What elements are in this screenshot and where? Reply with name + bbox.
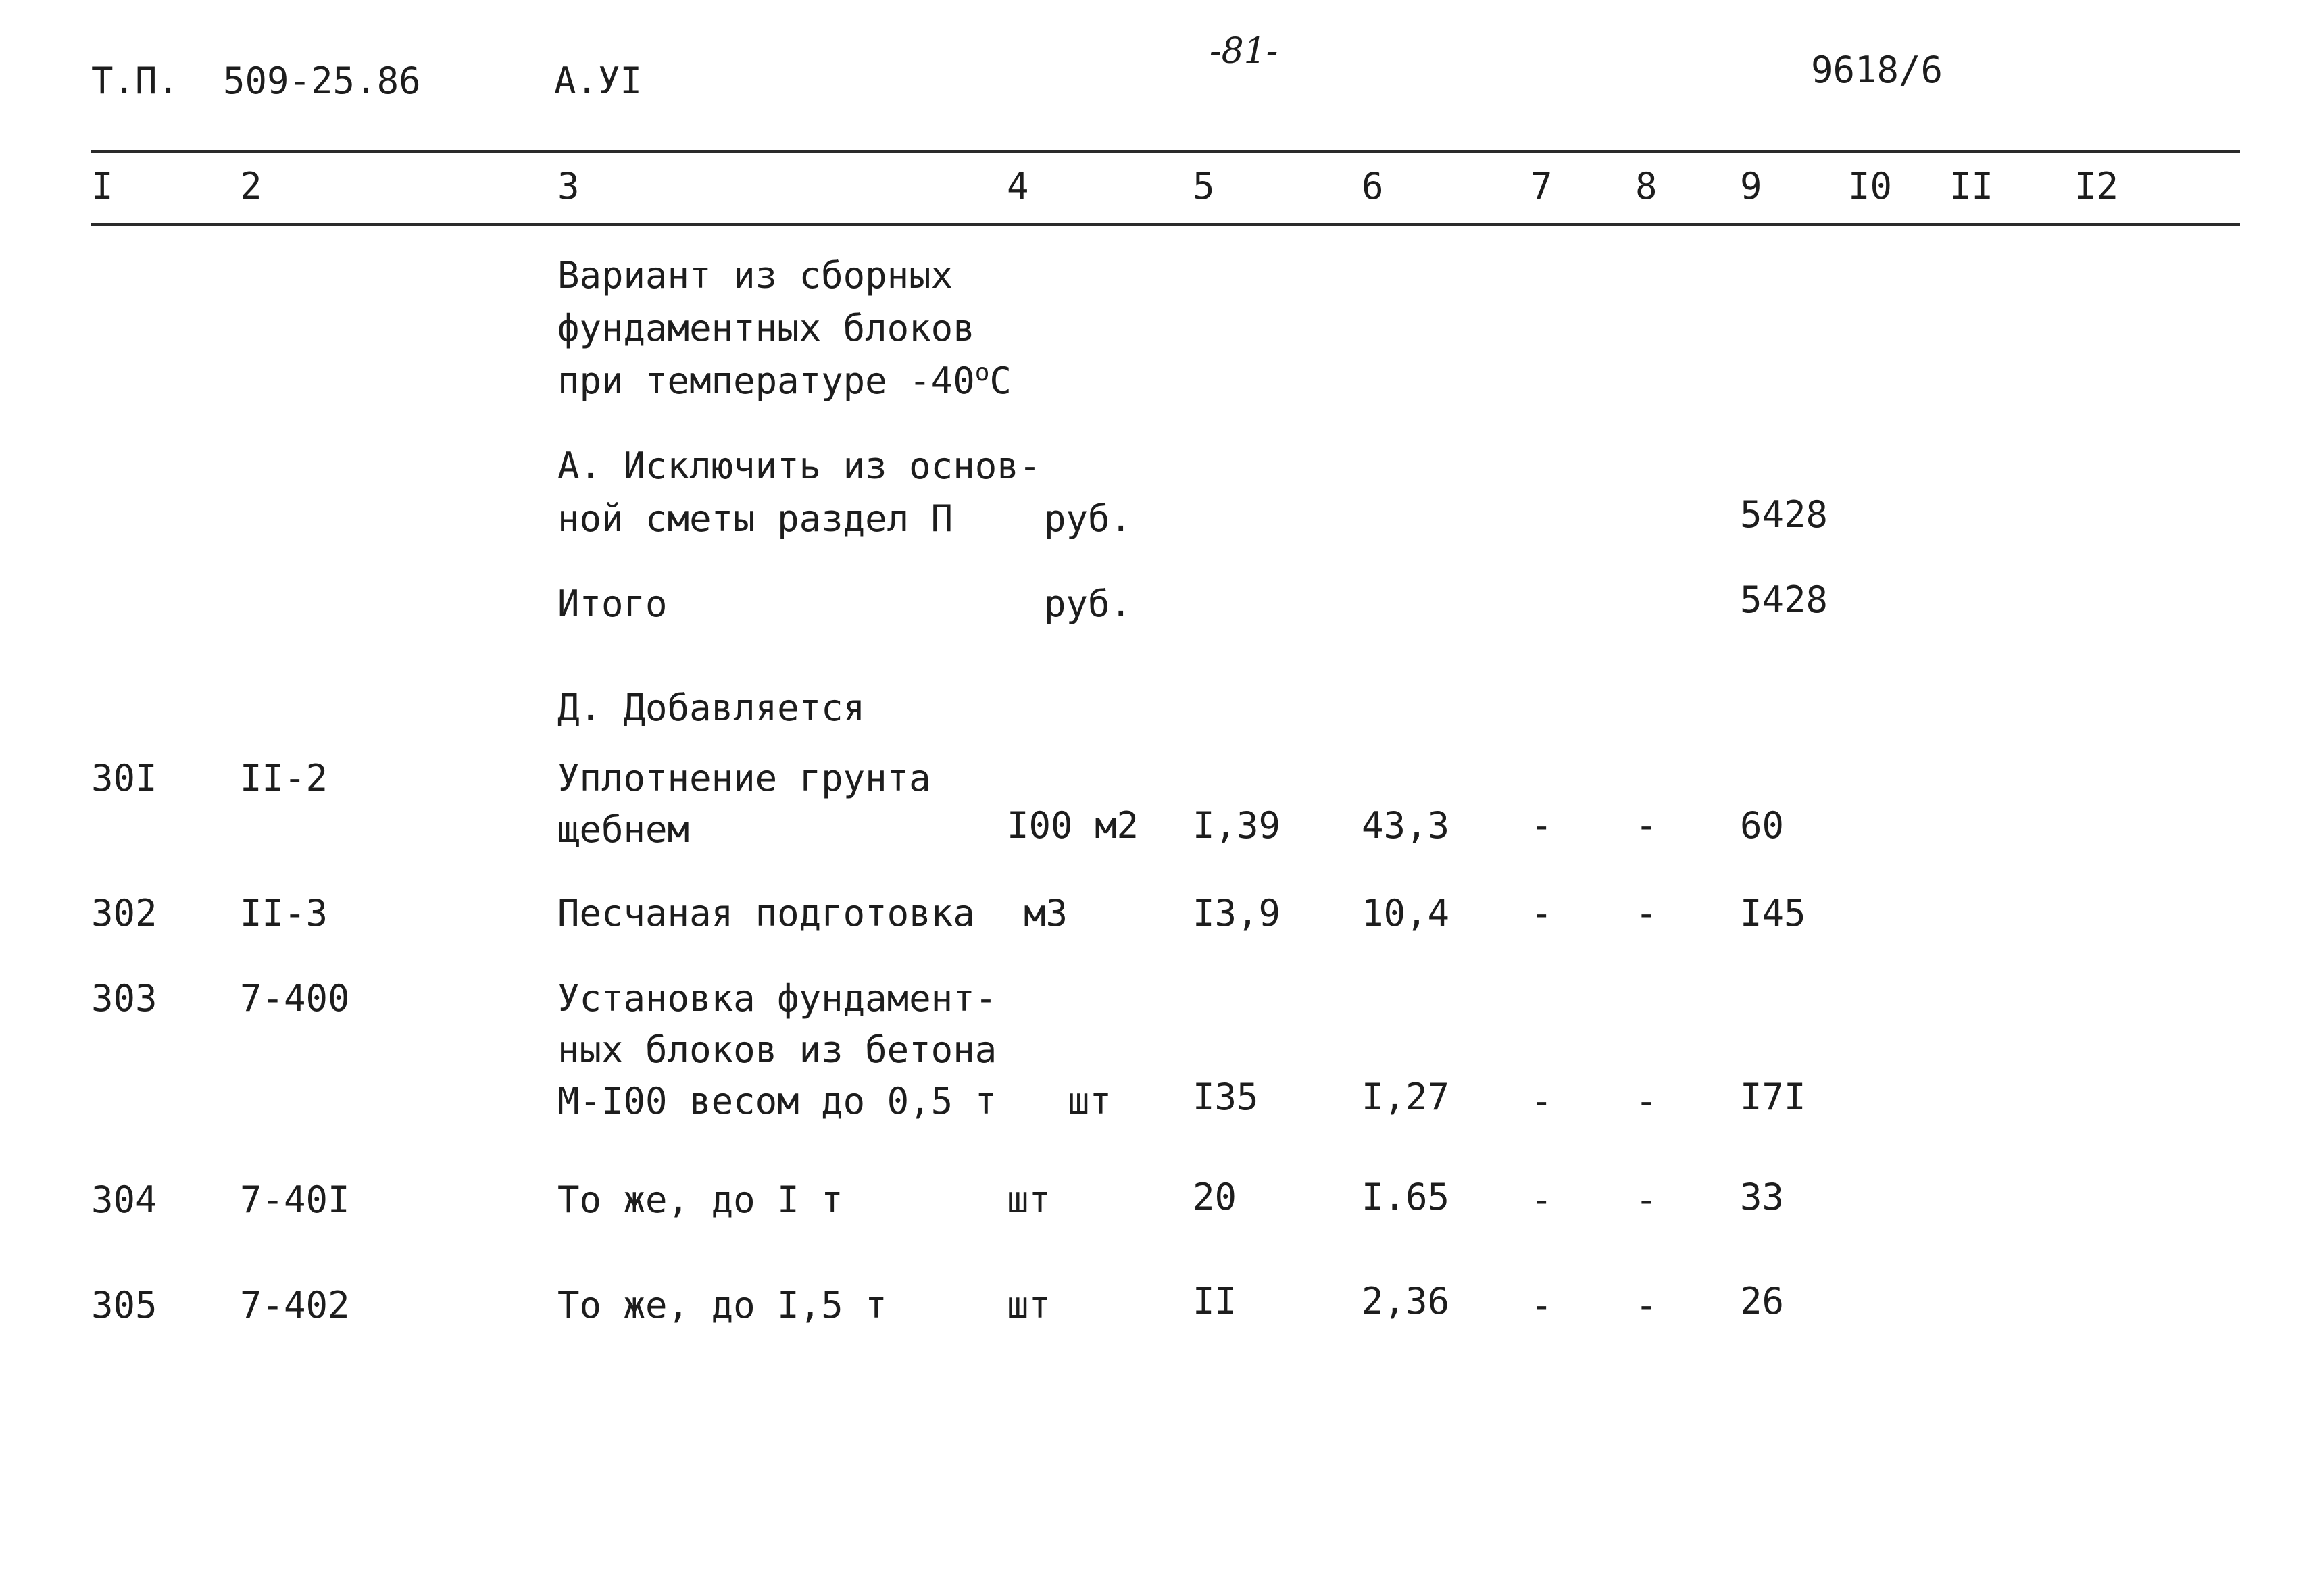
row-price: 2,36 xyxy=(1362,1280,1450,1322)
row-code: 7-402 xyxy=(240,1284,350,1326)
column-header: 7 xyxy=(1530,165,1553,207)
row-unit: I00 м2 xyxy=(1007,804,1139,847)
row-quantity: I3,9 xyxy=(1193,892,1281,934)
row-col9: 60 xyxy=(1740,804,1785,847)
column-header: 6 xyxy=(1362,165,1384,207)
row-name: Установка фундамент- xyxy=(557,977,997,1020)
section-a-line: ной сметы раздел П xyxy=(557,497,953,540)
row-col7: - xyxy=(1530,804,1553,847)
row-unit: шт xyxy=(1007,1178,1051,1221)
column-header: 9 xyxy=(1740,165,1762,207)
column-header: II xyxy=(1949,165,1994,207)
album-label: А.УI xyxy=(554,59,643,102)
column-header: I xyxy=(91,165,114,207)
section-a-line: А. Исключить из основ- xyxy=(557,445,1041,487)
row-col7: - xyxy=(1530,1284,1553,1326)
project-number: 509-25.86 xyxy=(223,59,421,102)
row-code: 7-40I xyxy=(240,1178,350,1221)
row-number: 302 xyxy=(91,892,157,934)
row-col7: - xyxy=(1530,1080,1553,1122)
row-col9: 33 xyxy=(1740,1176,1785,1218)
row-col8: - xyxy=(1635,804,1658,847)
row-number: 303 xyxy=(91,977,157,1020)
row-name: ных блоков из бетона xyxy=(557,1028,997,1071)
doc-code: 9618/6 xyxy=(1811,49,1943,91)
row-name: Песчаная подготовка xyxy=(557,892,975,934)
row-unit: м3 xyxy=(1024,892,1068,934)
row-price: I,27 xyxy=(1362,1076,1450,1118)
row-name: Уплотнение грунта xyxy=(557,757,931,799)
column-header: I0 xyxy=(1848,165,1893,207)
row-quantity: 20 xyxy=(1193,1176,1237,1218)
column-header: 3 xyxy=(557,165,580,207)
intro-line: Вариант из сборных xyxy=(557,254,953,297)
total-label: Итого xyxy=(557,582,668,625)
row-col8: - xyxy=(1635,1080,1658,1122)
row-unit: шт xyxy=(1068,1080,1112,1122)
table-top-rule xyxy=(91,150,2240,153)
row-name: То же, до I,5 т xyxy=(557,1284,887,1326)
section-a-value: 5428 xyxy=(1740,493,1828,536)
intro-line-temperature: при температуре $-40^оС$ xyxy=(557,359,1012,402)
row-quantity: II xyxy=(1193,1280,1237,1322)
tp-label: Т.П. xyxy=(91,59,180,102)
intro-line: фундаментных блоков xyxy=(557,307,975,349)
column-header: 5 xyxy=(1193,165,1215,207)
row-col7: - xyxy=(1530,1178,1553,1221)
row-col8: - xyxy=(1635,1284,1658,1326)
row-quantity: I,39 xyxy=(1193,804,1281,847)
row-col7: - xyxy=(1530,892,1553,934)
column-header: I2 xyxy=(2074,165,2119,207)
row-name: щебнем xyxy=(557,808,690,851)
row-col8: - xyxy=(1635,1178,1658,1221)
row-number: 304 xyxy=(91,1178,157,1221)
table-header-bottom-rule xyxy=(91,223,2240,226)
row-col9: 26 xyxy=(1740,1280,1785,1322)
row-price: 10,4 xyxy=(1362,892,1450,934)
row-col8: - xyxy=(1635,892,1658,934)
total-value: 5428 xyxy=(1740,578,1828,621)
row-code: II-2 xyxy=(240,757,328,799)
row-number: 305 xyxy=(91,1284,157,1326)
row-col9: I45 xyxy=(1740,892,1806,934)
total-unit: руб. xyxy=(1044,582,1132,625)
row-name: М-I00 весом до 0,5 т xyxy=(557,1080,997,1122)
page-number: -81- xyxy=(1210,31,1278,72)
column-header: 8 xyxy=(1635,165,1658,207)
row-code: 7-400 xyxy=(240,977,350,1020)
degree-mark: о xyxy=(974,359,990,386)
section-d-title: Д. Добавляется xyxy=(557,687,866,729)
column-header: 4 xyxy=(1007,165,1029,207)
row-number: 30I xyxy=(91,757,157,799)
section-a-unit: руб. xyxy=(1044,497,1132,540)
row-code: II-3 xyxy=(240,892,328,934)
row-price: I.65 xyxy=(1362,1176,1450,1218)
row-price: 43,3 xyxy=(1362,804,1450,847)
row-quantity: I35 xyxy=(1193,1076,1259,1118)
row-name: То же, до I т xyxy=(557,1178,843,1221)
row-col9: I7I xyxy=(1740,1076,1806,1118)
column-header: 2 xyxy=(240,165,262,207)
row-unit: шт xyxy=(1007,1284,1051,1326)
